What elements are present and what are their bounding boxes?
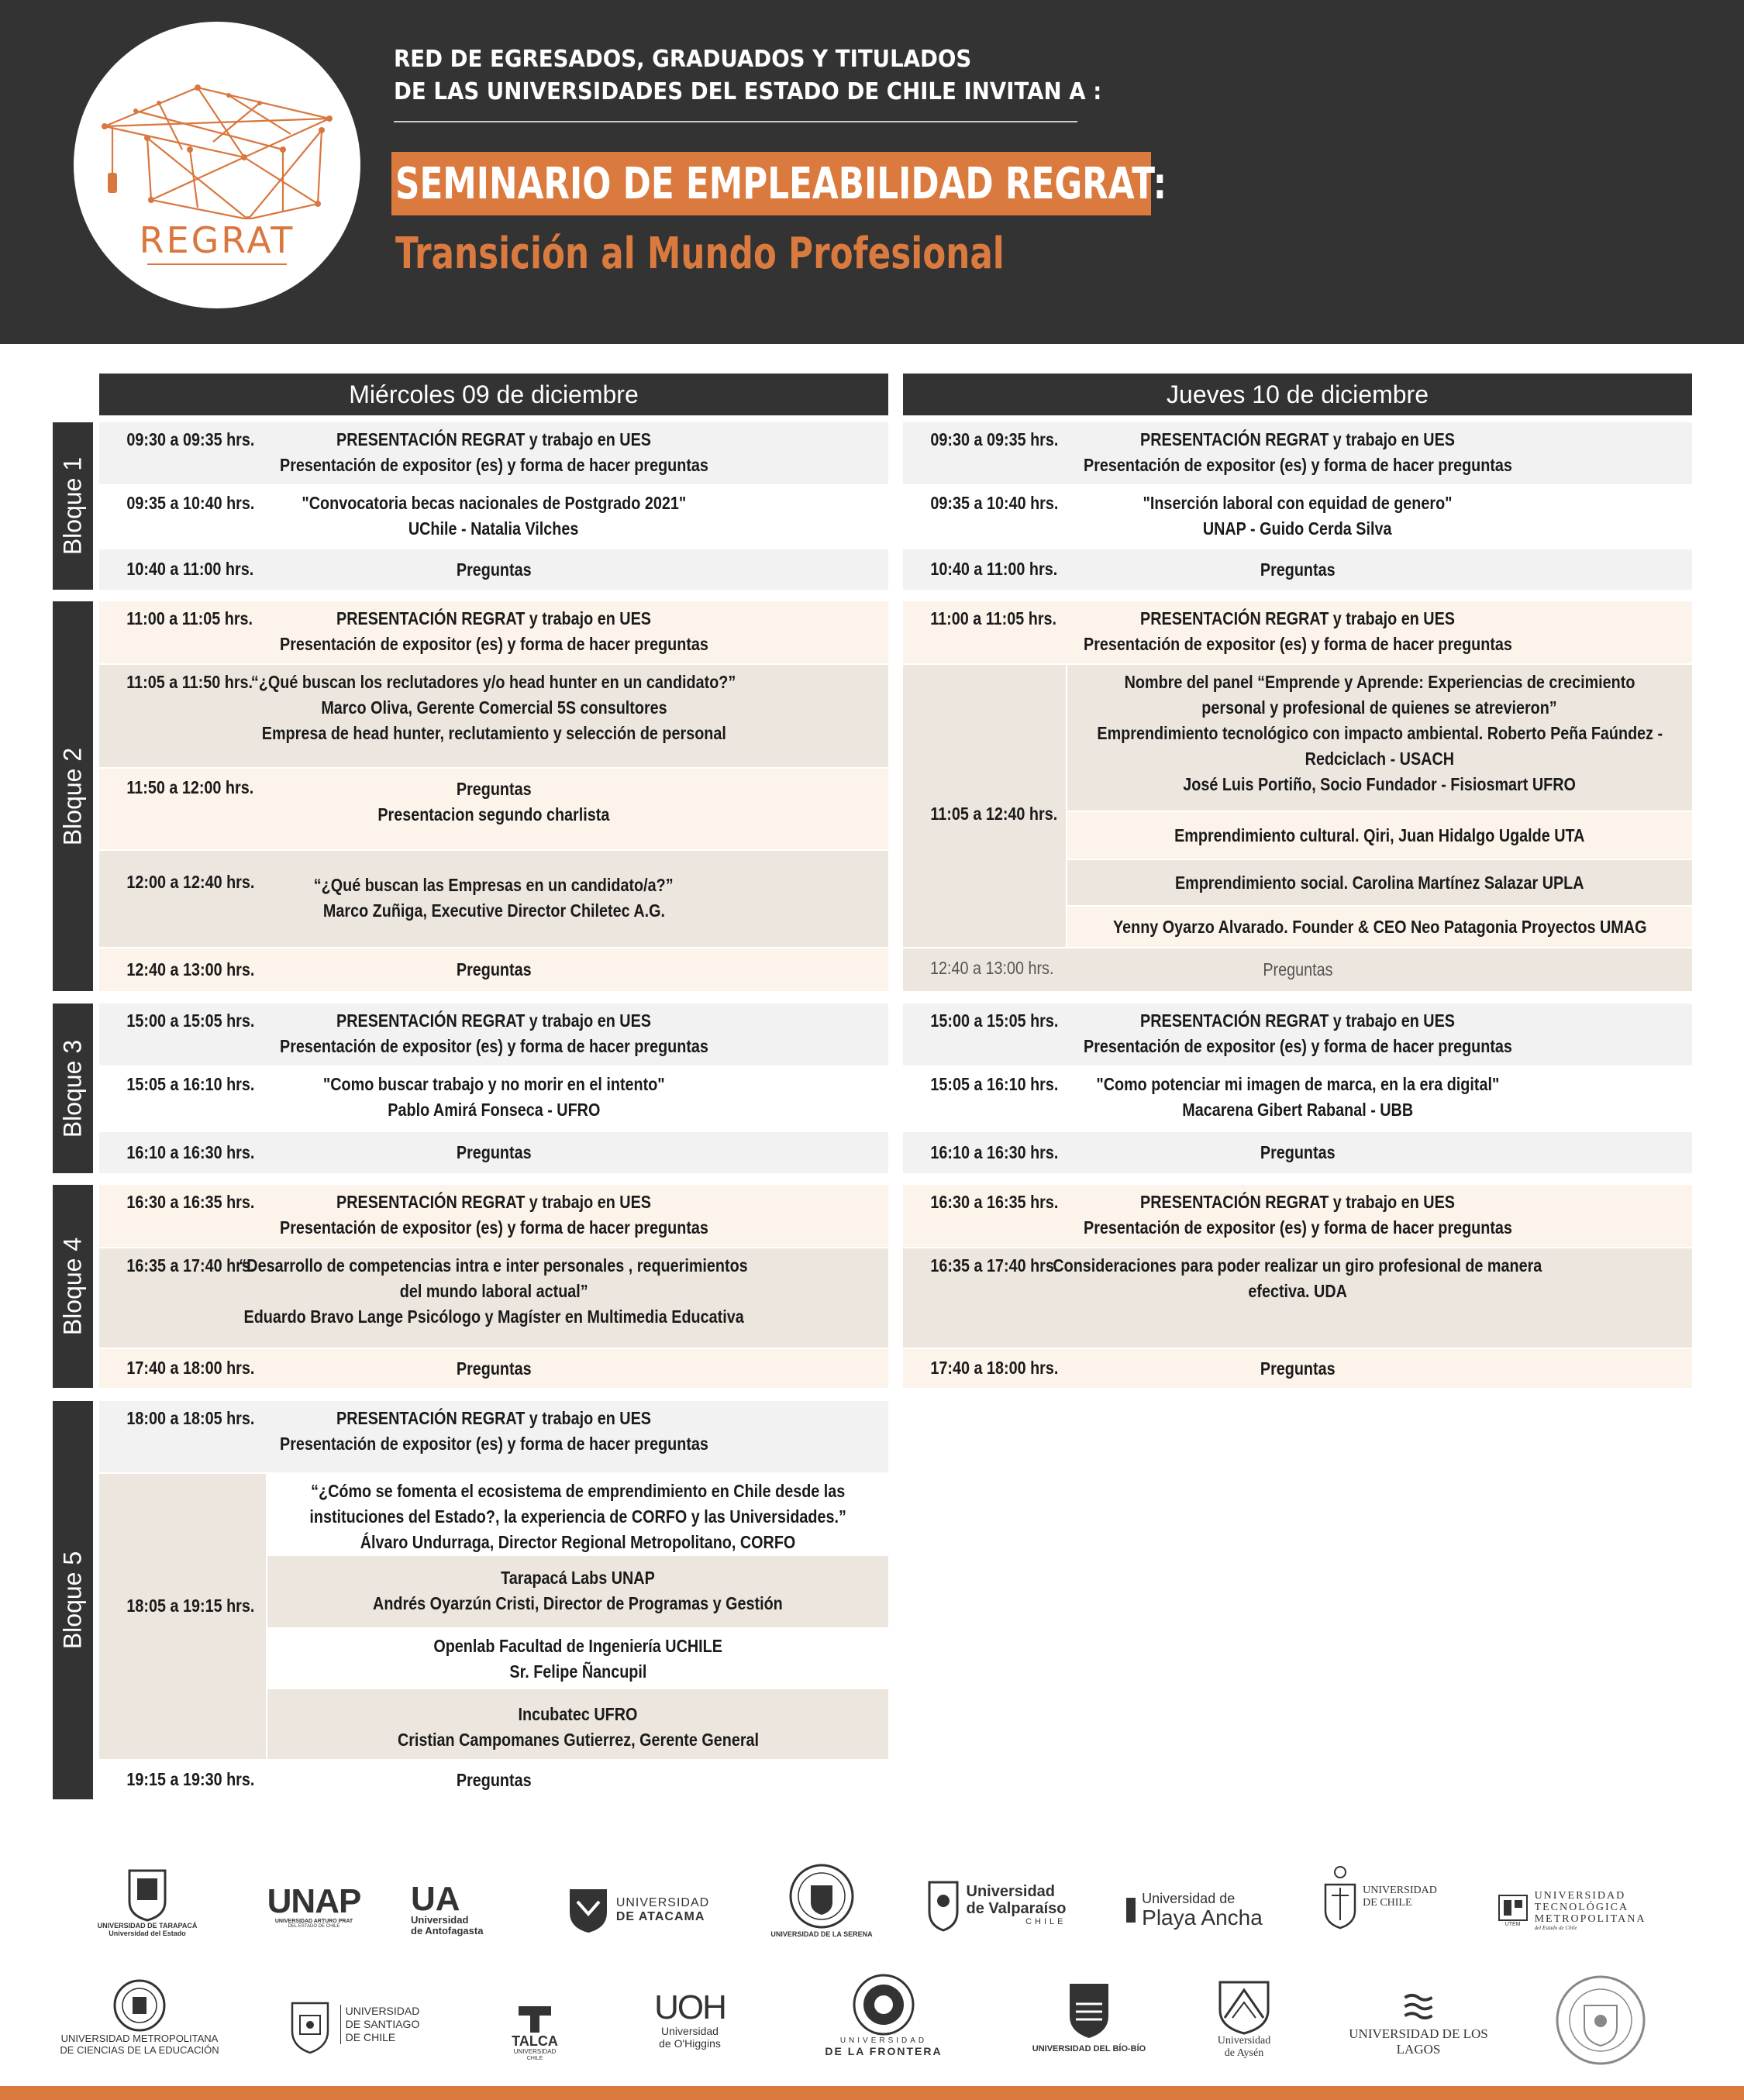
invite-line-1: RED DE EGRESADOS, GRADUADOS Y TITULADOS [394,46,972,73]
day1-b5-sub2: Tarapacá Labs UNAP Andrés Oyarzún Cristi, Director de Programas y Gestión [267,1556,888,1627]
day1-b5-sub4: Incubatec UFRO Cristian Campomanes Gutierrez, Gerente General [267,1689,888,1759]
block-4-label: Bloque 4 [53,1185,93,1388]
day1-b2-row4: “¿Qué buscan las Empresas en un candidato/a?” Marco Zuñiga, Executive Director Chiletec A.G. [99,851,888,947]
day1-b1-row1: PRESENTACIÓN REGRAT y trabajo en UES Presentación de expositor (es) y forma de hacer preguntas [99,422,888,484]
day2-b3-time2: 15:05 a 16:10 hrs. [930,1074,1059,1094]
umce-seal-icon [112,1978,167,2033]
day1-b2-time5: 12:40 a 13:00 hrs. [126,959,255,979]
logo-usach: UNIVERSIDAD DE SANTIAGO DE CHILE [283,1992,422,2057]
seminar-title: SEMINARIO DE EMPLEABILIDAD REGRAT: [395,159,1167,209]
day2-b1-row3: Preguntas [903,549,1692,590]
logo-uaysen: Universidad de Aysén [1198,1974,1291,2064]
day1-b5-time3: 19:15 a 19:30 hrs. [126,1769,255,1789]
block-1-label: Bloque 1 [53,422,93,590]
day2-b2-time3: 12:40 a 13:00 hrs. [929,958,1054,978]
day2-b4-row3: Preguntas [903,1349,1692,1388]
logo-utarapaca: UNIVERSIDAD DE TARAPACÁ Universidad del Estado [62,1860,233,1945]
logo-umagallanes [1550,1970,1651,2071]
day1-b1-row3: Preguntas [99,549,888,590]
day2-b2-panel-social: Emprendimiento social. Carolina Martínez Salazar UPLA [1067,860,1692,905]
logo-userena: UNIVERSIDAD DE LA SERENA [763,1854,880,1947]
uplayaancha-mark-icon [1125,1895,1137,1926]
uaysen-shield-icon [1217,1979,1271,2035]
ulagos-waves-icon [1401,1992,1436,2022]
day1-b1-time3: 10:40 a 11:00 hrs. [126,559,254,579]
day2-header: Jueves 10 de diciembre [903,374,1692,415]
day2-b1-time3: 10:40 a 11:00 hrs. [930,559,1058,579]
day2-b2-panel-main: Nombre del panel “Emprende y Aprende: Experiencias de crecimiento personal y profesional de quienes se atrevieron” Emprendimiento tecnológico con impacto ambiental. Roberto Peña Faúndez - Redciclach - USACH José Luis Portiño, Socio Fundador - Fisiosmart UFRO [1067,665,1692,811]
day1-b2-row1: PRESENTACIÓN REGRAT y trabajo en UES Presentación de expositor (es) y forma de hacer preguntas [99,601,888,663]
day2-b3-time3: 16:10 a 16:30 hrs. [930,1142,1059,1162]
umagallanes-seal-icon [1553,1973,1648,2067]
utalca-mark-icon [515,2003,554,2034]
logo-ufrontera: UNIVERSIDAD DE LA FRONTERA [822,1967,946,2064]
day1-header: Miércoles 09 de diciembre [99,374,888,415]
invite-line-2: DE LAS UNIVERSIDADES DEL ESTADO DE CHILE INVITAN A : [394,78,1102,105]
day1-b4-row3: Preguntas [99,1349,888,1388]
day1-b3-time3: 16:10 a 16:30 hrs. [126,1142,255,1162]
day1-b2-row5: Preguntas [99,948,888,991]
uatacama-shield-icon [567,1886,610,1934]
logo-utem: UTEM UNIVERSIDAD TECNOLÓGICA METROPOLITANA del Estado de Chile [1484,1879,1659,1941]
day2-b4-row1: PRESENTACIÓN REGRAT y trabajo en UES Presentación de expositor (es) y forma de hacer preguntas [903,1185,1692,1247]
day1-b3-time2: 15:05 a 16:10 hrs. [126,1074,255,1094]
day1-b2-time2: 11:05 a 11:50 hrs. [126,672,253,692]
day2-b3-row2: "Como potenciar mi imagen de marca, en la era digital" Macarena Gibert Rabanal - UBB [903,1067,1692,1131]
day2-b3-row3: Preguntas [903,1132,1692,1173]
logo-underline [147,263,287,265]
userena-seal-icon [788,1862,856,1930]
day1-b1-time1: 09:30 a 09:35 hrs. [126,429,255,449]
header-divider [394,121,1077,122]
logo-uchile: UNIVERSIDAD DE CHILE [1322,1858,1438,1936]
logo-uvalparaiso: Universidad de Valparaíso CHILE [922,1874,1070,1936]
day1-b2-row3: Preguntas Presentacion segundo charlista [99,769,888,849]
day1-b1-time2: 09:35 a 10:40 hrs. [126,493,255,513]
day2-b1-row2: "Inserción laboral con equidad de genero" UNAP - Guido Cerda Silva [903,486,1692,548]
footer-accent-bar [0,2086,1744,2100]
uvalparaiso-shield-icon [926,1878,960,1932]
ubiobio-shield-icon [1067,1981,1112,2040]
ufrontera-seal-icon [852,1973,915,2036]
day1-b4-time2: 16:35 a 17:40 hrs. [126,1255,255,1275]
logo-ulagos: UNIVERSIDAD DE LOS LAGOS [1329,1992,1508,2057]
umagallanes-seal-text [1550,1970,1551,1971]
uchile-crest-icon [1322,1864,1358,1930]
day2-b1-row1: PRESENTACIÓN REGRAT y trabajo en UES Presentación de expositor (es) y forma de hacer preguntas [903,422,1692,484]
day1-b2-time4: 12:00 a 12:40 hrs. [126,872,255,892]
day1-b2-row2: “¿Qué buscan los reclutadores y/o head hunter en un candidato?” Marco Oliva, Gerente Comercial 5S consultores Empresa de head hunter, reclutamiento y selección de personal [99,665,888,767]
utem-mark-icon [1498,1894,1529,1922]
header-banner [0,0,1744,344]
day1-b5-row3: Preguntas [99,1761,888,1799]
day1-b5-time2: 18:05 a 19:15 hrs. [126,1596,255,1616]
day2-b2-time1: 11:00 a 11:05 hrs. [930,608,1057,628]
day2-b4-row2: Consideraciones para poder realizar un giro profesional de manera efectiva. UDA [903,1248,1692,1348]
graduation-cap-icon [89,64,345,219]
logo-uantofagasta: UA Universidad de Antofagasta [411,1880,484,1936]
day1-b3-row1: PRESENTACIÓN REGRAT y trabajo en UES Presentación de expositor (es) y forma de hacer preguntas [99,1004,888,1065]
logo-utalca: TALCA UNIVERSIDAD CHILE [496,1995,574,2069]
regrat-logo [74,22,360,308]
day1-b5-sub1: “¿Cómo se fomenta el ecosistema de emprendimiento en Chile desde las instituciones del Estado?, la experiencia de CORFO y las Universidades.” Álvaro Undurraga, Director Regional Metropolitano, CORFO [267,1474,888,1554]
day1-b3-row3: Preguntas [99,1132,888,1173]
day1-b3-time1: 15:00 a 15:05 hrs. [126,1010,255,1031]
day2-b4-time2: 16:35 a 17:40 hrs. [930,1255,1059,1275]
day1-b4-time3: 17:40 a 18:00 hrs. [126,1358,255,1378]
day1-b1-row2: "Convocatoria becas nacionales de Postgrado 2021" UChile - Natalia Vilches [99,486,888,548]
day1-b4-row2: “Desarrollo de competencias intra e inter personales , requerimientos del mundo laboral actual” Eduardo Bravo Lange Psicólogo y Magíster en Multimedia Educativa [99,1248,888,1348]
block-2-label: Bloque 2 [53,601,93,991]
day2-b3-time1: 15:00 a 15:05 hrs. [930,1010,1059,1031]
invite-text [394,43,1101,108]
block-5-label: Bloque 5 [53,1401,93,1799]
logo-unap: UNAP UNIVERSIDAD ARTURO PRAT DEL ESTADO DE CHILE [267,1881,361,1929]
seminar-subtitle: Transición al Mundo Profesional [395,229,1005,279]
day1-b3-row2: "Como buscar trabajo y no morir en el intento" Pablo Amirá Fonseca - UFRO [99,1067,888,1131]
logo-uatacama: UNIVERSIDAD DE ATACAMA [557,1883,719,1937]
day1-b2-time1: 11:00 a 11:05 hrs. [126,608,253,628]
day2-b1-time2: 09:35 a 10:40 hrs. [930,493,1059,513]
logo-ubiobio: UNIVERSIDAD DEL BÍO-BÍO [1008,1976,1170,2057]
day2-b4-time3: 17:40 a 18:00 hrs. [930,1358,1059,1378]
day2-b2-time2: 11:05 a 12:40 hrs. [930,804,1058,824]
logo-umce: UNIVERSIDAD METROPOLITANA DE CIENCIAS DE LA EDUCACIÓN [50,1972,229,2061]
day2-b2-panel-founder: Yenny Oyarzo Alvarado. Founder & CEO Neo Patagonia Proyectos UMAG [1067,907,1692,947]
logo-wordmark: REGRAT [139,219,295,261]
day1-b5-row1: PRESENTACIÓN REGRAT y trabajo en UES Presentación de expositor (es) y forma de hacer preguntas [99,1401,888,1472]
usach-crest-icon [286,1995,334,2054]
day1-b5-sub3: Openlab Facultad de Ingeniería UCHILE Sr. Felipe Ñancupil [267,1629,888,1688]
day2-b1-time1: 09:30 a 09:35 hrs. [930,429,1059,449]
logo-uoh: UOH Universidad de O'Higgins [654,1988,726,2050]
day2-b2-row3: Preguntas [903,948,1692,991]
day1-b5-time1: 18:00 a 18:05 hrs. [126,1408,255,1428]
day2-b3-row1: PRESENTACIÓN REGRAT y trabajo en UES Presentación de expositor (es) y forma de hacer preguntas [903,1004,1692,1065]
logo-uplayaancha: Universidad de Playa Ancha [1120,1887,1267,1933]
day1-b4-row1: PRESENTACIÓN REGRAT y trabajo en UES Presentación de expositor (es) y forma de hacer preguntas [99,1185,888,1247]
day1-b4-time1: 16:30 a 16:35 hrs. [126,1192,255,1212]
day2-b2-row1: PRESENTACIÓN REGRAT y trabajo en UES Presentación de expositor (es) y forma de hacer preguntas [903,601,1692,663]
day2-b4-time1: 16:30 a 16:35 hrs. [930,1192,1059,1212]
day1-b2-time3: 11:50 a 12:00 hrs. [126,777,254,797]
utarapaca-shield-icon [126,1868,168,1922]
day2-b2-panel-cultural: Emprendimiento cultural. Qiri, Juan Hidalgo Ugalde UTA [1067,812,1692,859]
block-3-label: Bloque 3 [53,1004,93,1173]
